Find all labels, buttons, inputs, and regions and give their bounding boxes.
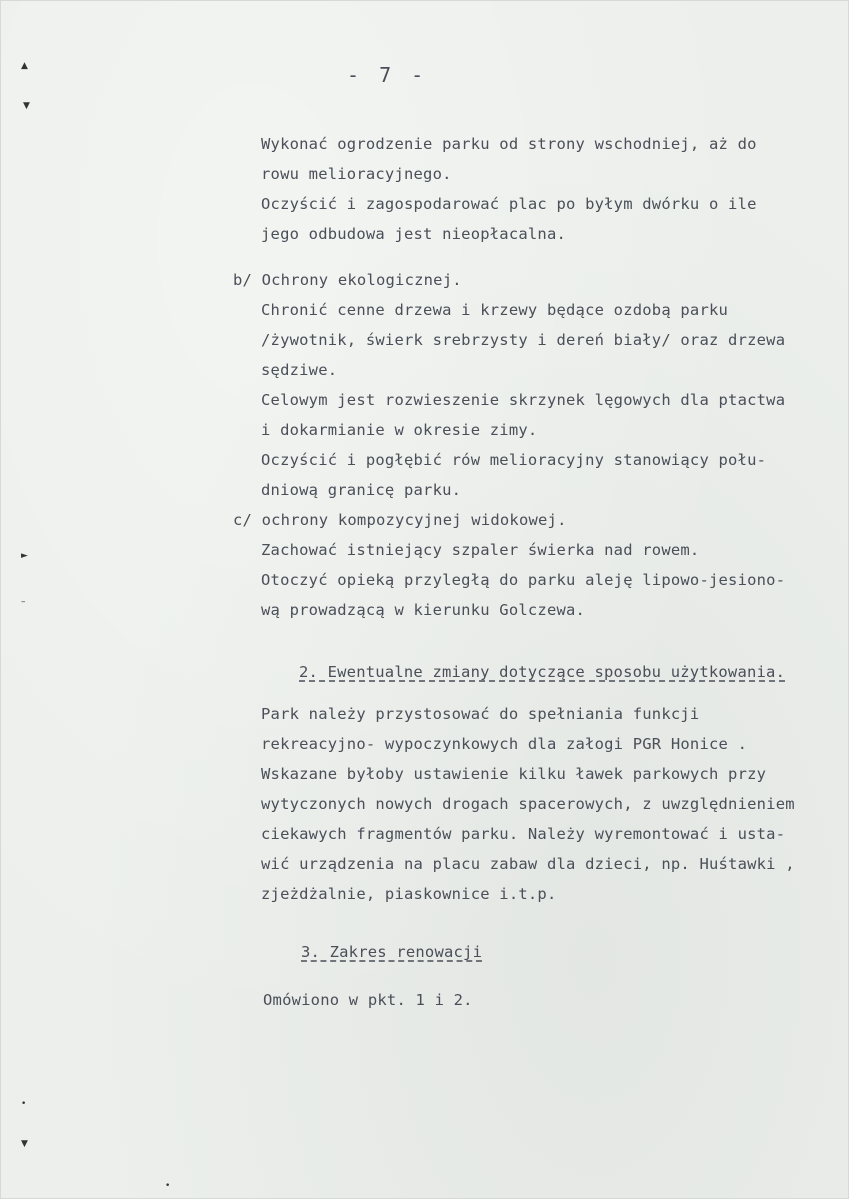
section-heading-b: b/ Ochrony ekologicznej.: [233, 271, 462, 289]
text-line: wą prowadzącą w kierunku Golczewa.: [261, 601, 586, 619]
text-line: zjeżdżalnie, piaskownice i.t.p.: [261, 885, 557, 903]
section-heading-3: 3. Zakres renowacji: [301, 943, 483, 961]
section-heading-c: c/ ochrony kompozycyjnej widokowej.: [233, 511, 567, 529]
margin-mark: ►: [21, 551, 28, 561]
margin-mark: •: [165, 1181, 171, 1191]
text-line: jego odbudowa jest nieopłacalna.: [261, 225, 567, 243]
text-line: rekreacyjno- wypoczynkowych dla załogi PGR Honice .: [261, 735, 748, 753]
text-line: Zachować istniejący szpaler świerka nad rowem.: [261, 541, 700, 559]
text-line: Wskazane byłoby ustawienie kilku ławek parkowych przy: [261, 765, 767, 783]
margin-mark: –: [21, 597, 26, 607]
margin-mark: •: [21, 1099, 27, 1109]
text-line: sędziwe.: [261, 361, 338, 379]
text-line: rowu melioracyjnego.: [261, 165, 452, 183]
text-line: wić urządzenia na placu zabaw dla dzieci, np. Huśtawki ,: [261, 855, 795, 873]
page-number: - 7 -: [347, 63, 428, 87]
margin-mark: ▲: [21, 61, 28, 71]
text-line: i dokarmianie w okresie zimy.: [261, 421, 538, 439]
text-line: /żywotnik, świerk srebrzysty i dereń biały/ oraz drzewa: [261, 331, 786, 349]
text-line: wytyczonych nowych drogach spacerowych, z uwzględnieniem: [261, 795, 795, 813]
margin-mark: ▼: [21, 1139, 28, 1149]
text-line: Chronić cenne drzewa i krzewy będące ozdobą parku: [261, 301, 729, 319]
text-line: dniową granicę parku.: [261, 481, 462, 499]
text-line: ciekawych fragmentów parku. Należy wyremontować i usta-: [261, 825, 786, 843]
text-line: Wykonać ogrodzenie parku od strony wschodniej, aż do: [261, 135, 757, 153]
margin-mark: ▼: [23, 101, 30, 111]
section-heading-2: 2. Ewentualne zmiany dotyczące sposobu użytkowania.: [299, 663, 786, 681]
text-line: Oczyścić i pogłębić rów melioracyjny stanowiący połu-: [261, 451, 767, 469]
text-line: Oczyścić i zagospodarować plac po byłym dwórku o ile: [261, 195, 757, 213]
text-line: Otoczyć opieką przyległą do parku aleję lipowo-jesiono-: [261, 571, 786, 589]
text-line: Celowym jest rozwieszenie skrzynek lęgowych dla ptactwa: [261, 391, 786, 409]
text-line: Omówiono w pkt. 1 i 2.: [263, 991, 473, 1009]
text-line: Park należy przystosować do spełniania funkcji: [261, 705, 700, 723]
